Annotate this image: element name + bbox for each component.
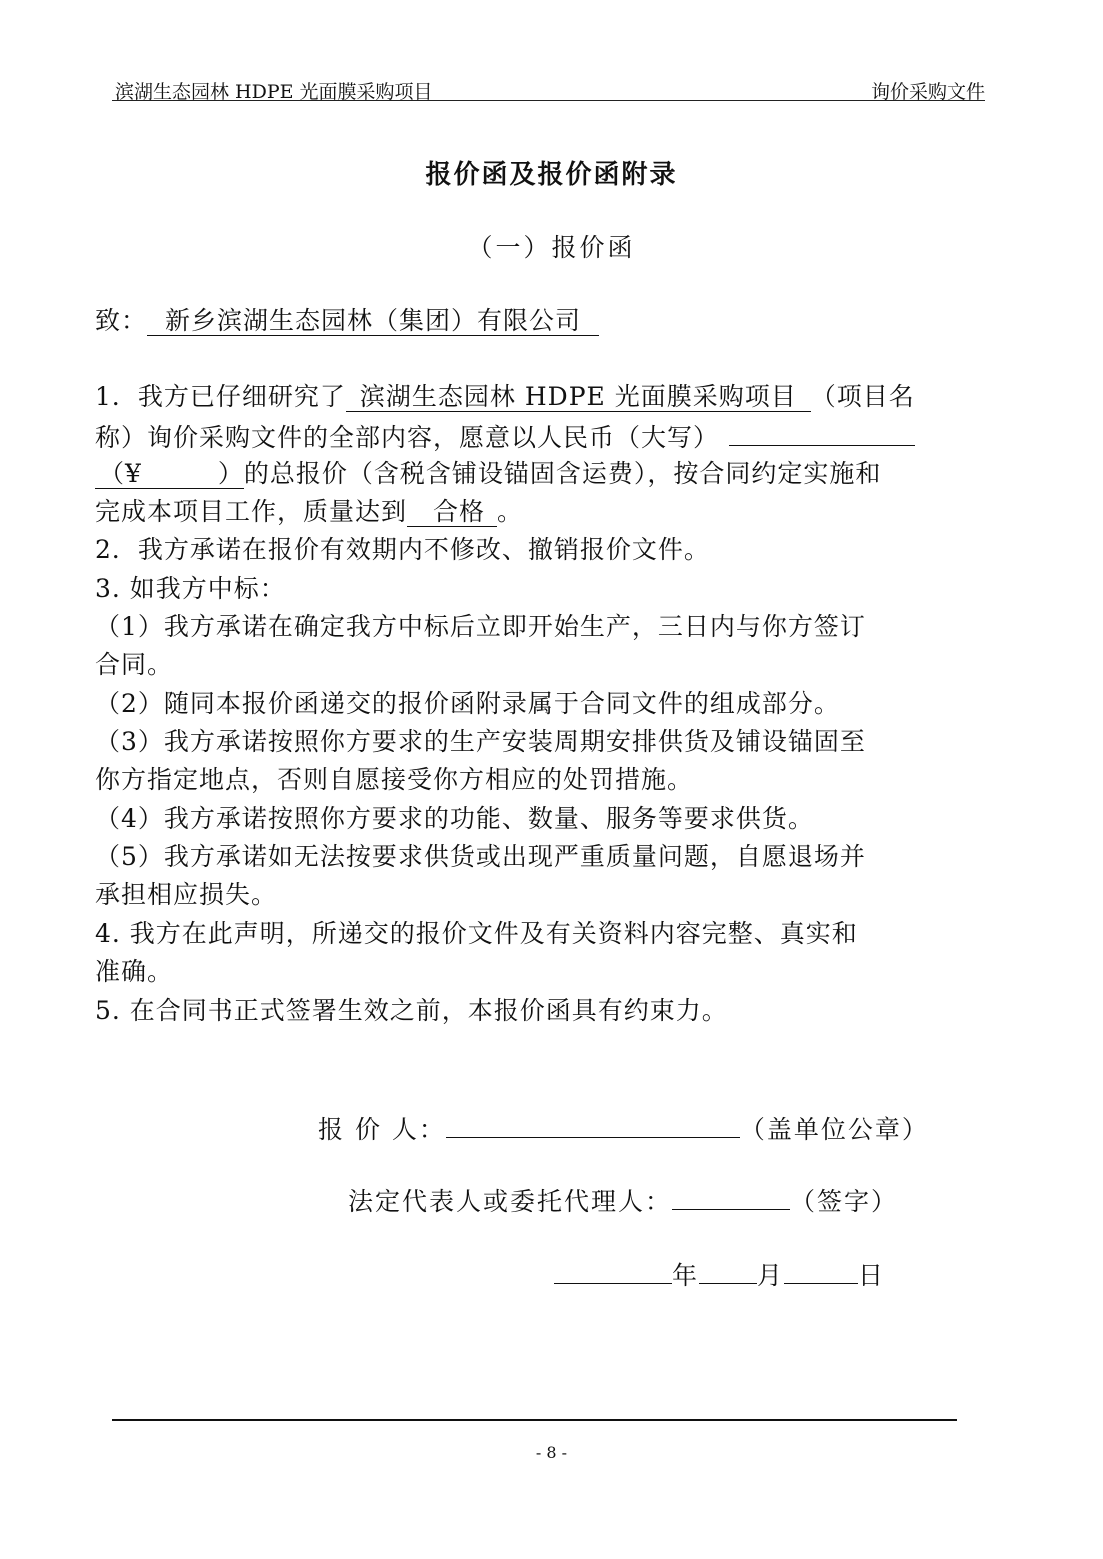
day-label: 日 (858, 1261, 886, 1290)
date-line (554, 1256, 885, 1292)
item3-sub5-line1: （5）我方承诺如无法按要求供货或出现严重质量问题，自愿退场并 (95, 842, 866, 871)
item3-sub3-line2: 你方指定地点，否则自愿接受你方相应的处罚措施。 (95, 765, 694, 794)
addressee-line (95, 304, 599, 338)
item3-sub4: （4）我方承诺按照你方要求的功能、数量、服务等要求供货。 (95, 804, 814, 833)
project-name-field: 滨湖生态园林 HDPE 光面膜采购项目 (346, 382, 811, 412)
representative-label: 法定代表人或委托代理人： (348, 1187, 673, 1216)
year-blank (554, 1257, 672, 1284)
addressee-label: 致： (95, 306, 148, 335)
footer-rule (112, 1419, 957, 1421)
item1-amount-label: 称）询价采购文件的全部内容，愿意以人民币（大写） (95, 423, 720, 452)
item3-sub2: （2）随同本报价函递交的报价函附录属于合同文件的组成部分。 (95, 689, 840, 718)
header-project-title: 滨湖生态园林 HDPE 光面膜采购项目 (115, 81, 433, 103)
representative-signature-line (348, 1182, 898, 1218)
item1-prefix: 1．我方已仔细研究了 (95, 382, 346, 411)
page-number: - 8 - (535, 1443, 568, 1462)
item1-line1 (95, 380, 915, 414)
item3-sub3-line1: （3）我方承诺按照你方要求的生产安装周期安排供货及铺设锚固至 (95, 727, 866, 756)
item1-period: 。 (497, 497, 524, 526)
amount-in-words-blank (729, 419, 915, 446)
item3-sub1-line1: （1）我方承诺在确定我方中标后立即开始生产，三日内与你方签订 (95, 612, 866, 641)
day-blank (784, 1257, 858, 1284)
item5: 5. 在合同书正式签署生效之前，本报价函具有约束力。 (95, 996, 728, 1025)
year-label: 年 (672, 1261, 700, 1290)
item3-sub5-line2: 承担相应损失。 (95, 880, 278, 909)
yen-close: ） (217, 459, 244, 488)
item4-line1: 4. 我方在此声明，所递交的报价文件及有关资料内容完整、真实和 (95, 919, 858, 948)
page-title: 报价函及报价函附录 (425, 160, 678, 190)
header-rule (112, 100, 985, 101)
bidder-label: 报 价 人： (318, 1115, 446, 1144)
representative-note: （签字） (790, 1187, 899, 1216)
month-blank (699, 1257, 757, 1284)
month-label: 月 (757, 1261, 785, 1290)
quality-field: 合格 (407, 497, 497, 527)
addressee-recipient: 新乡滨湖生态园林（集团）有限公司 (147, 306, 599, 336)
bidder-signature-line (318, 1110, 929, 1146)
item4-line2: 准确。 (95, 957, 174, 986)
item1-quality-label: 完成本项目工作，质量达到 (95, 497, 408, 526)
bidder-note: （盖单位公章） (739, 1115, 929, 1144)
header-document-type: 询价采购文件 (870, 81, 985, 103)
representative-blank (672, 1183, 790, 1210)
amount-numeric-blank (95, 459, 244, 489)
item3-sub1-line2: 合同。 (95, 650, 174, 679)
bidder-blank (446, 1111, 740, 1138)
item2: 2．我方承诺在报价有效期内不修改、撤销报价文件。 (95, 535, 710, 564)
yen-symbol: （¥ (99, 459, 142, 488)
item1-line4 (95, 495, 523, 529)
item1-line2 (95, 419, 915, 455)
section-subtitle: （一）报价函 (467, 233, 636, 262)
item1-suffix: （项目名 (810, 382, 915, 411)
item3-heading: 3. 如我方中标： (95, 574, 286, 603)
item1-line3 (95, 457, 881, 491)
item1-price-terms: 的总报价（含税含铺设锚固含运费），按合同约定实施和 (243, 459, 882, 488)
